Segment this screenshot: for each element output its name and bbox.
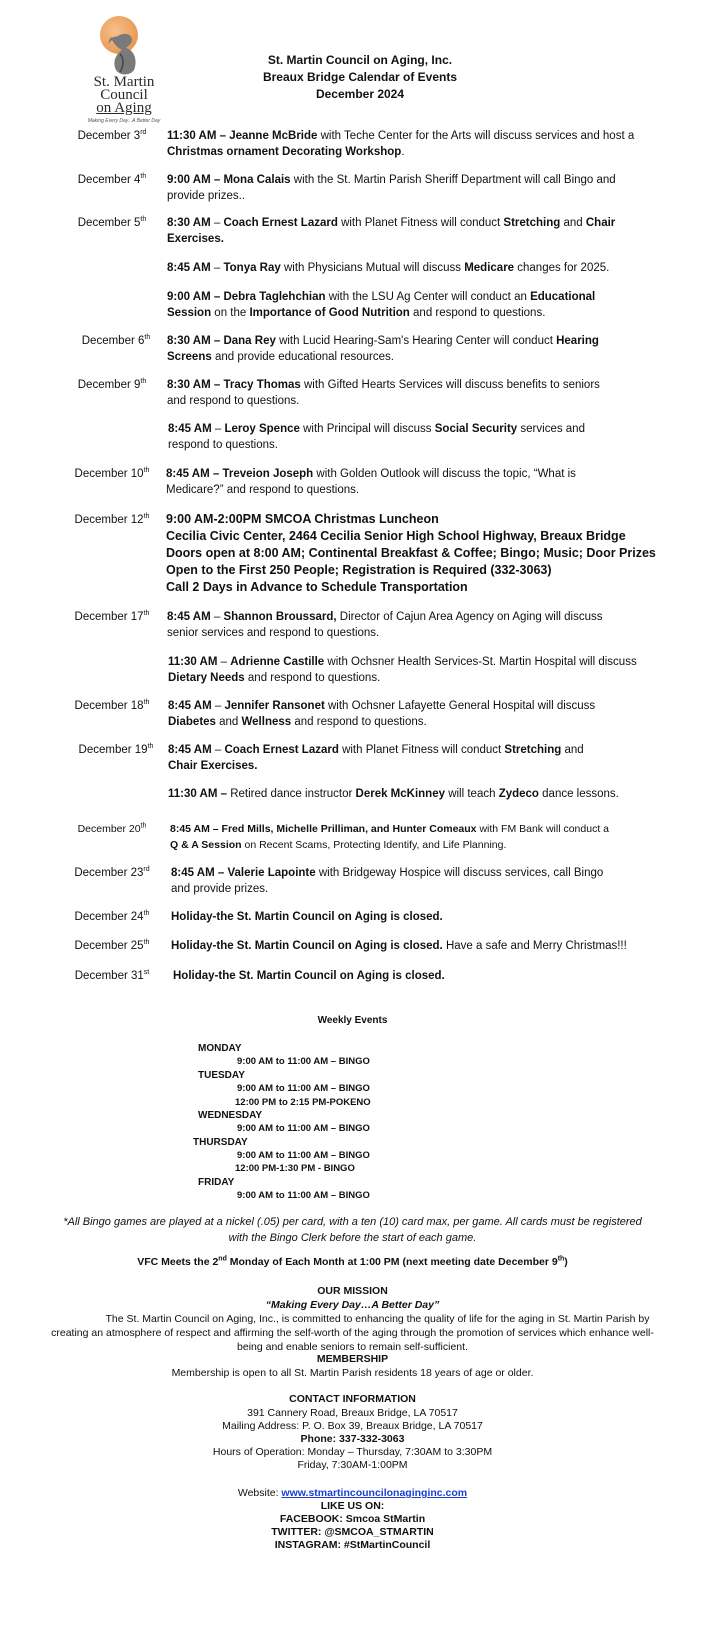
event-date: December 4th <box>77 173 147 186</box>
luncheon-details: 9:00 AM-2:00PM SMCOA Christmas Luncheon Cecilia Civic Center, 2464 Cecilia Senior High School Highway, Breaux Bridge Doors open at 8:00 AM; Continental Breakfast & Coffee; Bingo; Music; Door Prizes Open to the First 250 People; Registration is Required (332-3063) Call 2 Days in Advance to Schedule Transportation <box>166 512 656 594</box>
event-date: December 24th <box>74 910 150 923</box>
event-date: December 19th <box>78 743 154 756</box>
logo-wordmark: St. Martin Council on Aging <box>93 74 155 116</box>
event-date: December 25th <box>74 939 150 952</box>
contact-mailing-address: Mailing Address: P. O. Box 39, Breaux Bridge, LA 70517 <box>222 1420 483 1432</box>
event-date: December 12th <box>74 513 150 526</box>
weekly-events-title: Weekly Events <box>317 1015 388 1026</box>
event-date: December 6th <box>81 334 151 347</box>
contact-hours-friday: Friday, 7:30AM-1:00PM <box>297 1459 408 1471</box>
schedule-item: 12:00 PM-1:30 PM - BINGO <box>235 1163 355 1174</box>
weekday-label: WEDNESDAY <box>198 1110 263 1121</box>
page-header <box>220 52 500 103</box>
weekday-label: FRIDAY <box>198 1177 235 1188</box>
schedule-item: 9:00 AM to 11:00 AM – BINGO <box>237 1083 370 1094</box>
event-description: Holiday-the St. Martin Council on Aging is closed. Have a safe and Merry Christmas!!! <box>171 940 627 952</box>
event-date: December 18th <box>74 699 150 712</box>
weekday-label: THURSDAY <box>193 1137 248 1148</box>
calendar-title: Breaux Bridge Calendar of Events <box>262 70 458 84</box>
schedule-item: 9:00 AM to 11:00 AM – BINGO <box>237 1123 370 1134</box>
event-description: 11:30 AM – Adrienne Castille with Ochsner Health Services-St. Martin Hospital will discuss Dietary Needs and respond to questions. <box>168 656 637 684</box>
social-heading: LIKE US ON: <box>320 1500 385 1512</box>
calendar-month: December 2024 <box>315 87 405 101</box>
event-description: 8:30 AM – Dana Rey with Lucid Hearing-Sam's Hearing Center will conduct Hearing Screens and provide educational resources. <box>167 335 599 363</box>
vfc-meeting-note: VFC Meets the 2nd Monday of Each Month at 1:00 PM (next meeting date December 9th) <box>137 1255 568 1268</box>
event-description: 8:45 AM – Valerie Lapointe with Bridgeway Hospice will discuss services, call Bingo and provide prizes. <box>171 867 604 895</box>
contact-hours: Hours of Operation: Monday – Thursday, 7:30AM to 3:30PM <box>212 1446 493 1458</box>
event-description: 8:30 AM – Tracy Thomas with Gifted Hearts Services will discuss benefits to seniors and respond to questions. <box>167 379 600 407</box>
event-date: December 31st <box>74 969 150 982</box>
website-link[interactable]: www.stmartincouncilonaginginc.com <box>281 1487 468 1499</box>
event-description: 9:00 AM – Debra Taglehchian with the LSU Ag Center will conduct an Educational Session on the Importance of Good Nutrition and respond to questions. <box>167 291 596 319</box>
membership-text: Membership is open to all St. Martin Parish residents 18 years of age or older. <box>171 1367 534 1379</box>
instagram-handle: INSTAGRAM: #StMartinCouncil <box>274 1539 431 1551</box>
mission-statement: The St. Martin Council on Aging, Inc., is committed to enhancing the quality of life for the aging in St. Martin Parish by creating an atmosphere of respect and affirming the self-worth of the aging through the promotion of services which enhance well-being and enable seniors to remain self-sufficient. <box>51 1313 654 1353</box>
contact-address: 391 Cannery Road, Breaux Bridge, LA 70517 <box>247 1407 458 1419</box>
contact-phone: Phone: 337-332-3063 <box>300 1433 405 1445</box>
weekday-label: MONDAY <box>198 1043 242 1054</box>
event-date: December 20th <box>77 822 147 835</box>
event-description: 9:00 AM – Mona Calais with the St. Martin Parish Sheriff Department will call Bingo and provide prizes.. <box>167 174 616 202</box>
organization-name: St. Martin Council on Aging, Inc. <box>267 53 453 67</box>
event-description: 8:45 AM – Jennifer Ransonet with Ochsner Lafayette General Hospital will discuss Diabetes and Wellness and respond to questions. <box>168 700 596 728</box>
event-description: 8:30 AM – Coach Ernest Lazard with Planet Fitness will conduct Stretching and Chair Exercises. <box>167 217 616 245</box>
event-date: December 9th <box>77 378 147 391</box>
event-description: 11:30 AM – Jeanne McBride with Teche Center for the Arts will discuss services and host a Christmas ornament Decorating Workshop. <box>167 130 635 158</box>
pelican-icon <box>108 30 148 78</box>
event-description: 8:45 AM – Shannon Broussard, Director of Cajun Area Agency on Aging will discuss senior services and respond to questions. <box>167 611 603 639</box>
event-description: Holiday-the St. Martin Council on Aging is closed. <box>173 970 445 982</box>
event-description: 11:30 AM – Retired dance instructor Derek McKinney will teach Zydeco dance lessons. <box>168 788 619 800</box>
mission-heading: OUR MISSION <box>317 1285 388 1297</box>
organization-logo <box>78 14 170 124</box>
schedule-item: 9:00 AM to 11:00 AM – BINGO <box>237 1056 370 1067</box>
event-description: 8:45 AM – Tonya Ray with Physicians Mutual will discuss Medicare changes for 2025. <box>167 262 610 274</box>
website-line: Website: www.stmartincouncilonaginginc.com <box>237 1487 468 1499</box>
event-date: December 10th <box>74 467 150 480</box>
event-date: December 5th <box>77 216 147 229</box>
twitter-handle: TWITTER: @SMCOA_STMARTIN <box>271 1526 434 1538</box>
mission-motto: “Making Every Day…A Better Day” <box>265 1299 440 1311</box>
event-description: Holiday-the St. Martin Council on Aging is closed. <box>171 911 443 923</box>
event-date: December 23rd <box>74 866 150 879</box>
bingo-note: *All Bingo games are played at a nickel (.05) per card, with a ten (10) card max, per game. All cards must be registered with the Bingo Clerk before the start of each game. <box>63 1216 642 1244</box>
schedule-item: 9:00 AM to 11:00 AM – BINGO <box>237 1190 370 1201</box>
event-description: 8:45 AM – Treveion Joseph with Golden Outlook will discuss the topic, “What is Medicare?” and respond to questions. <box>166 468 576 496</box>
event-description: 8:45 AM – Leroy Spence with Principal will discuss Social Security services and respond to questions. <box>168 423 585 451</box>
schedule-item: 9:00 AM to 11:00 AM – BINGO <box>237 1150 370 1161</box>
event-description: 8:45 AM – Coach Ernest Lazard with Planet Fitness will conduct Stretching and Chair Exercises. <box>168 744 584 772</box>
logo-tagline: Making Every Day...A Better Day <box>87 118 161 124</box>
facebook-handle: FACEBOOK: Smcoa StMartin <box>279 1513 426 1525</box>
schedule-item: 12:00 PM to 2:15 PM-POKENO <box>235 1097 371 1108</box>
event-date: December 3rd <box>77 129 147 142</box>
contact-heading: CONTACT INFORMATION <box>289 1393 416 1405</box>
membership-heading: MEMBERSHIP <box>316 1353 389 1365</box>
weekday-label: TUESDAY <box>198 1070 245 1081</box>
event-description: 8:45 AM – Fred Mills, Michelle Prilliman, and Hunter Comeaux with FM Bank will conduct a Q & A Session on Recent Scams, Protecting Identify, and Life Planning. <box>170 823 609 851</box>
event-date: December 17th <box>74 610 150 623</box>
